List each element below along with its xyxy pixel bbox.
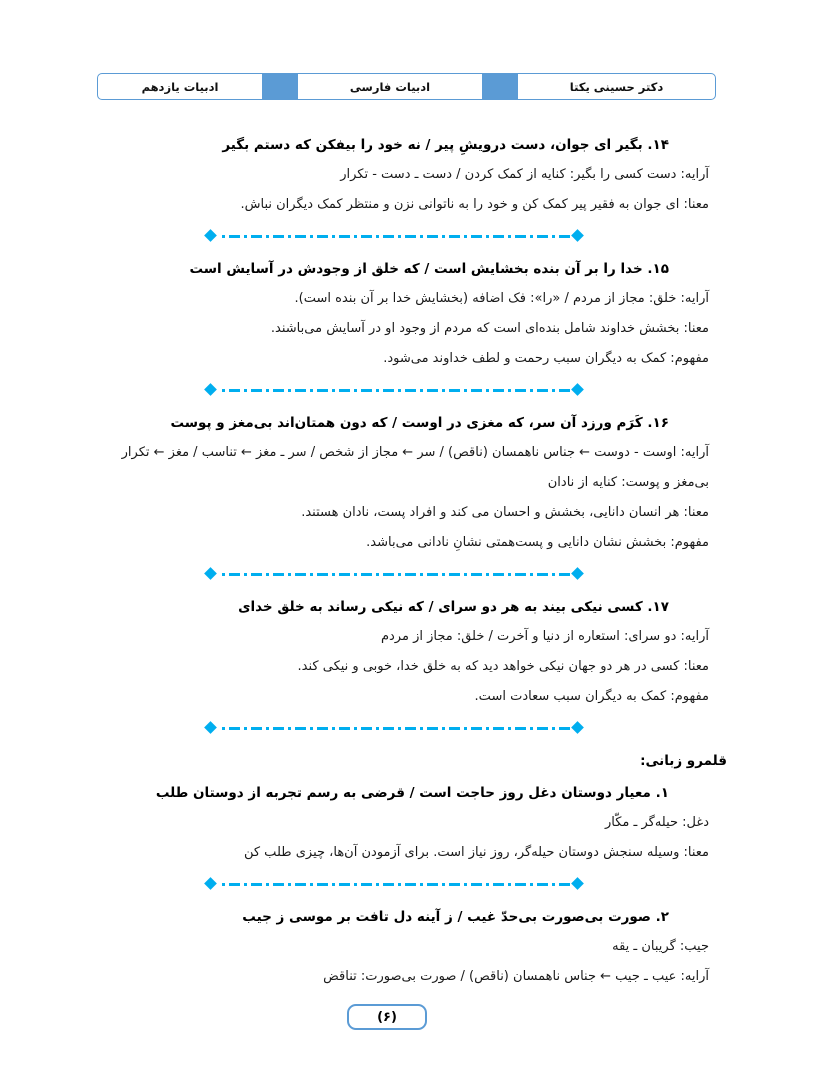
- explanation-line: آرایه: عیب ـ جیب ← جناس ناهمسان (ناقص) / صورت بی‌صورت: تناقض: [323, 969, 709, 984]
- explanation-line: آرایه: اوست - دوست ← جناس ناهمسان (ناقص) / سر ← مجاز از شخص / سر ـ مغز ← تناسب / مغز ← تکرار: [121, 445, 709, 460]
- section-heading: قلمرو زبانی:: [640, 753, 727, 769]
- dashed-separator: [60, 220, 727, 252]
- separator-line: [218, 727, 570, 730]
- header-grade: ادبیات یازدهم: [141, 79, 219, 94]
- explanation-line: آرایه: دو سرای: استعاره از دنیا و آخرت / خلق: مجاز از مردم: [380, 629, 709, 644]
- explanation-line: مفهوم: کمک به دیگران سبب رحمت و لطف خداوند می‌شود.: [383, 351, 709, 366]
- header-subject: ادبیات فارسی: [349, 79, 431, 94]
- verse-line: ۱۵. خدا را بر آن بنده بخشایش است / که خلق از وجودش در آسایش است: [189, 261, 669, 277]
- dashed-separator: [60, 868, 727, 900]
- header-divider-square-1: [482, 74, 518, 99]
- dashed-separator: [60, 558, 727, 590]
- verse-line: ۱. معیار دوستان دغل روز حاجت است / قرضی به رسم تجربه از دوستان طلب: [155, 785, 669, 801]
- separator-line: [218, 883, 570, 886]
- explanation-line: معنا: بخشش خداوند شامل بنده‌ای است که مردم از وجود او در آسایش می‌باشند.: [270, 321, 709, 336]
- explanation-line: معنا: وسیله سنجش دوستان حیله‌گر، روز نیاز است. برای آزمودن آن‌ها، چیزی طلب کن: [243, 845, 709, 860]
- verse-line: ۱۷. کسی نیکی بیند به هر دو سرای / که نیکی رساند به خلق خدای: [238, 599, 669, 615]
- separator-line: [218, 389, 570, 392]
- explanation-line: معنا: هر انسان دانایی، بخشش و احسان می کند و افراد پست، نادان هستند.: [301, 505, 709, 520]
- explanation-line: دغل: حیله‌گر ـ مکّار: [605, 815, 709, 830]
- page-header: [97, 73, 716, 100]
- page-number: (۶): [377, 1009, 397, 1025]
- explanation-line: بی‌مغز و پوست: کنایه از نادان: [547, 475, 709, 490]
- explanation-line: مفهوم: بخشش نشان دانایی و پست‌همتی نشانِ نادانی می‌باشد.: [366, 535, 709, 550]
- verse-line: ۱۴. بگیر ای جوان، دست درویشِ پیر / نه خود را بیفکن که دستم بگیر: [222, 137, 669, 153]
- header-divider-square-2: [262, 74, 298, 99]
- separator-line: [218, 235, 570, 238]
- verse-line: ۱۶. کَرَم ورزد آن سر، که مغزی در اوست / که دون همتان‌اند بی‌مغز و پوست: [170, 415, 669, 431]
- separator-line: [218, 573, 570, 576]
- explanation-line: آرایه: خلق: مجاز از مردم / «را»: فک اضافه (بخشایش خدا بر آن بنده است).: [294, 291, 709, 306]
- content: [0, 128, 813, 992]
- explanation-line: معنا: کسی در هر دو جهان نیکی خواهد دید که به خلق خدا، خوبی و نیکی کند.: [297, 659, 709, 674]
- page-number-box: [347, 1004, 427, 1030]
- header-author: دکتر حسینی یکتا: [569, 79, 664, 94]
- explanation-line: جیب: گریبان ـ یقه: [612, 939, 709, 954]
- explanation-line: آرایه: دست کسی را بگیر: کنایه از کمک کردن / دست ـ دست - تکرار: [340, 167, 709, 182]
- verse-line: ۲. صورت بی‌صورت بی‌حدّ غیب / ز آینه دل تافت بر موسی ز جیب: [242, 909, 669, 925]
- dashed-separator: [60, 374, 727, 406]
- dashed-separator: [60, 712, 727, 744]
- explanation-line: معنا: ای جوان به فقیر پیر کمک کن و خود را به ناتوانی نزن و منتظر کمک دیگران نباش.: [240, 197, 709, 212]
- explanation-line: مفهوم: کمک به دیگران سبب سعادت است.: [474, 689, 709, 704]
